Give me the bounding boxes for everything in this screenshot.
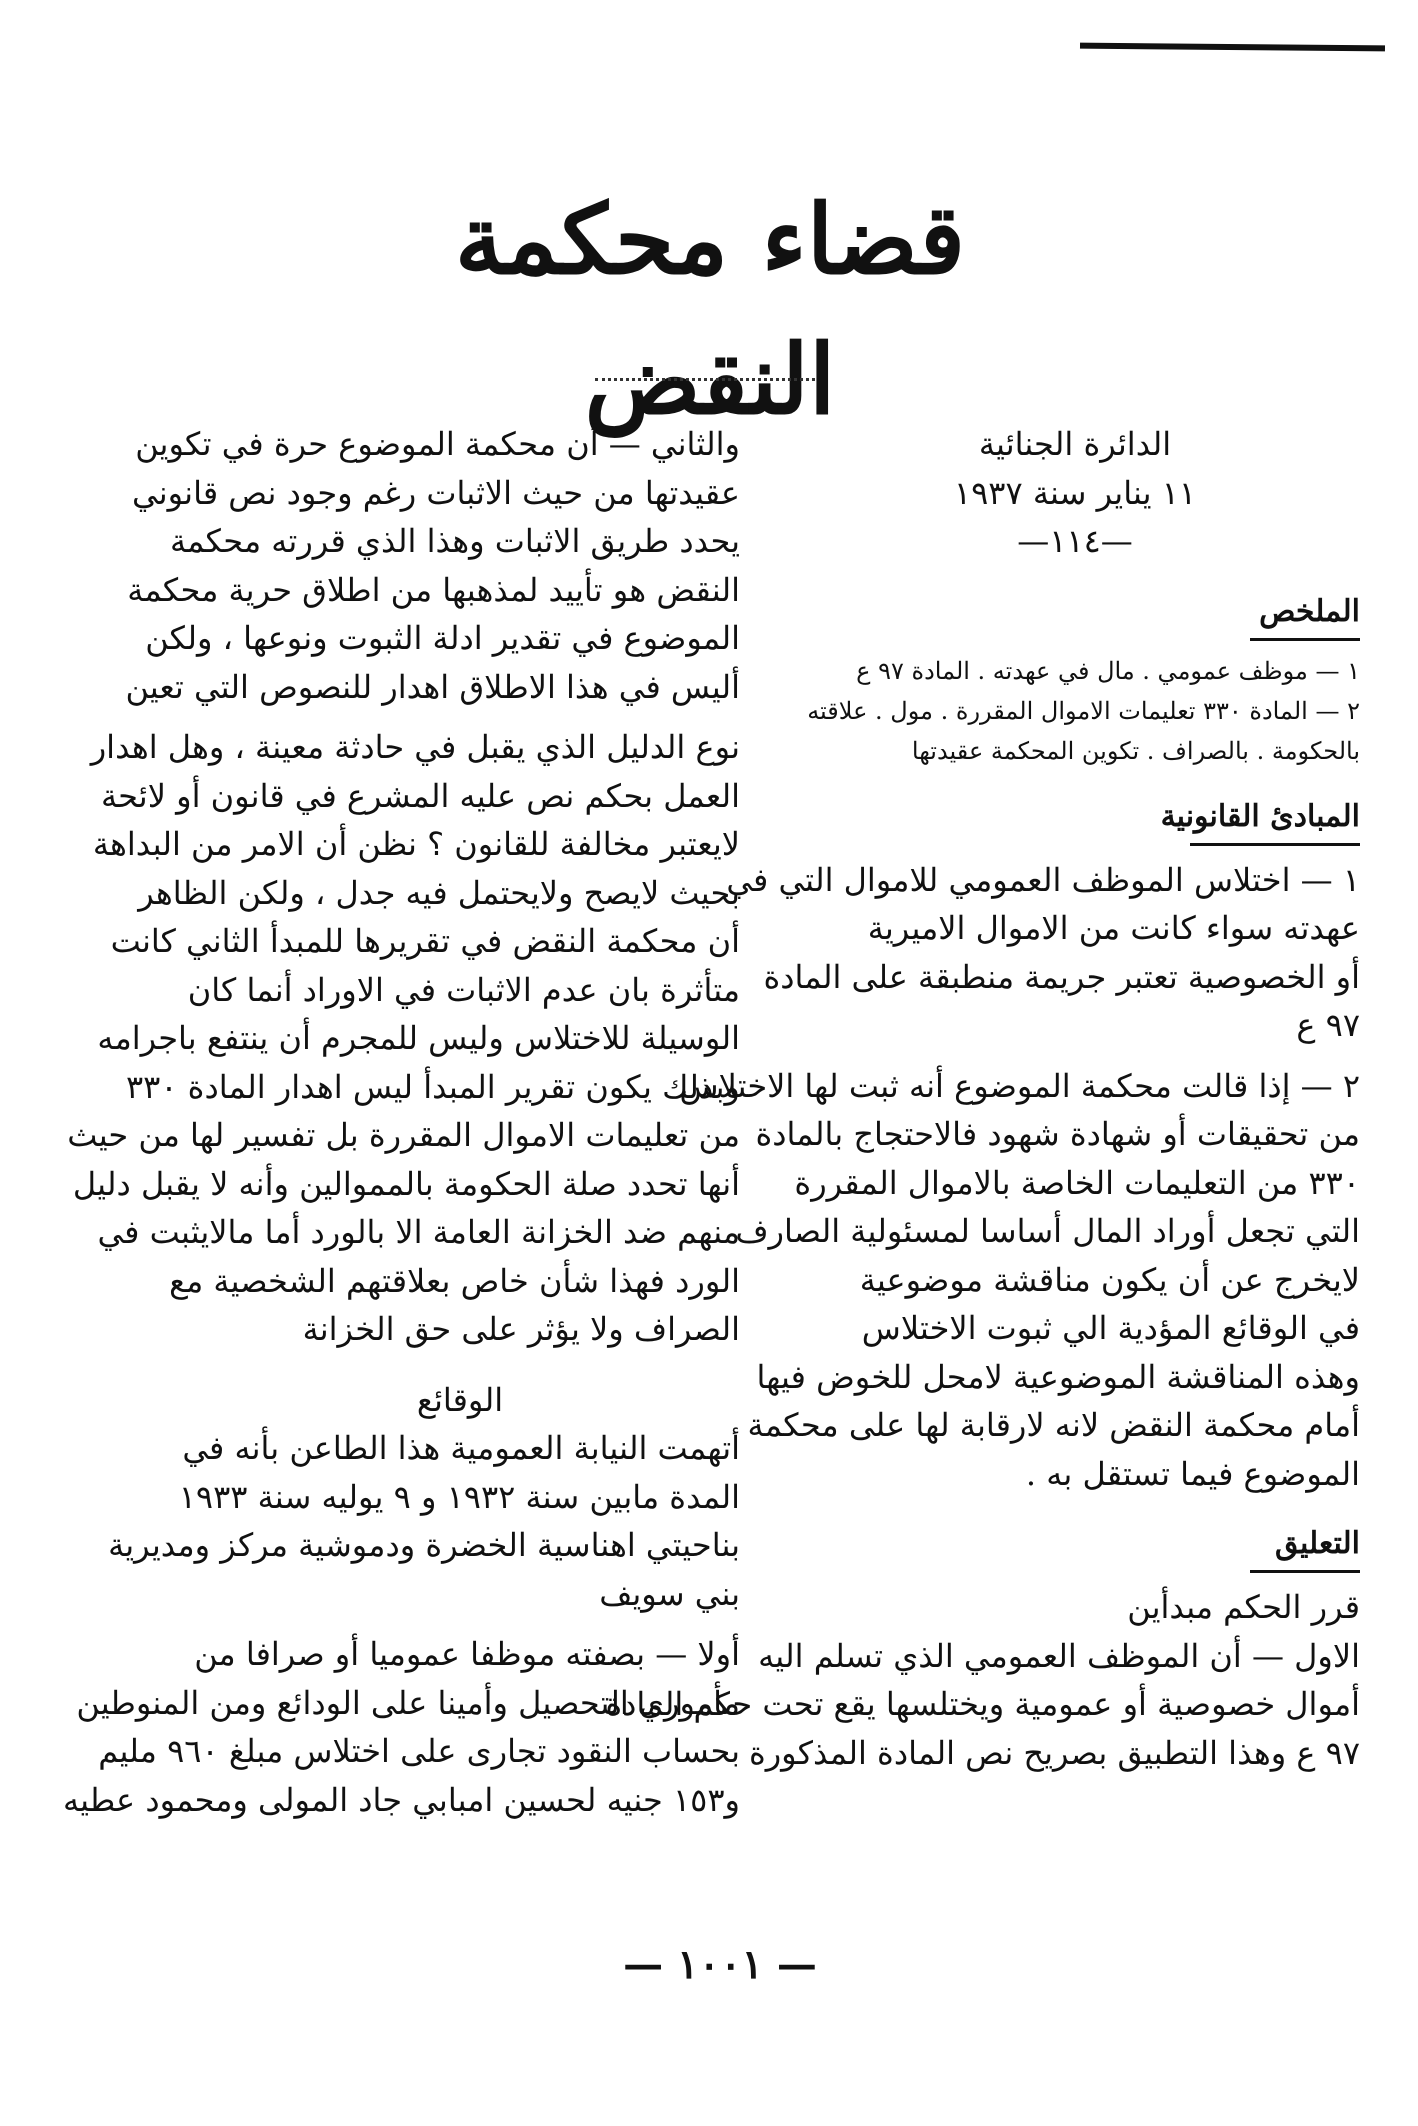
text-line: يحدد طريق الاثبات وهذا الذي قررته محكمة [169,522,740,560]
text-line: عقيدتها من حيث الاثبات رغم وجود نص قانوني [132,473,740,512]
top-rule [1080,43,1385,52]
case-header [790,420,1360,566]
text-line: وبذلك يكون تقرير المبدأ ليس اهدار المادة ٣٣٠ [125,1067,740,1106]
text-line: من تحقيقات أو شهادة شهود فالاحتجاج بالمادة [755,1115,1360,1153]
principles-heading-rule [1190,843,1360,846]
text-line: ٩٧ ع وهذا التطبيق بصريح نص المادة المذكورة [748,1733,1360,1772]
page-number: — ١٠٠١ — [623,1941,817,1988]
commentary-heading-rule [1250,1570,1360,1573]
text-line: ٩٧ ع [1296,1006,1360,1044]
text-line: في الوقائع المؤدية الي ثبوت الاختلاس [861,1309,1360,1347]
text-line: النقض هو تأييد لمذهبها من اطلاق حرية محكمة [127,570,740,609]
text-line: بحساب النقود تجارى على اختلاس مبلغ ٩٦٠ مليم [98,1732,740,1770]
text-line: أليس في هذا الاطلاق اهدار للنصوص التي تعين [125,667,740,706]
text-line: بناحيتي اهناسية الخضرة ودموشية مركز ومديرية [108,1526,740,1564]
text-line: متأثرة بان عدم الاثبات في الاوراد أنما كان [187,970,740,1009]
text-line: بني سويف [599,1574,740,1613]
second-principle-paragraph [125,420,740,711]
text-line: أو الخصوصية تعتبر جريمة منطبقة على المادة [763,957,1360,996]
masthead-title: قضاء محكمة النقض [454,183,966,436]
charge-paragraph [62,1630,740,1824]
text-line: أنها تحدد صلة الحكومة بالمموالين وأنه لا يقبل دليل [72,1164,740,1203]
left-column [62,420,740,1824]
summary-item: ٢ — المادة ٣٣٠ تعليمات الاموال المقررة . مول . علاقته [807,696,1360,725]
court-chamber: الدائرة الجنائية [978,425,1172,463]
text-line: الورد فهذا شأن خاص بعلاقتهم الشخصية مع [169,1261,740,1300]
text-line: لايعتبر مخالفة للقانون ؟ نظن أن الامر من البداهة [92,825,740,863]
commentary-heading: التعليق [1274,1526,1360,1561]
text-line: أن محكمة النقض في تقريرها للمبدأ الثاني كانت [110,922,740,960]
text-line: المدة مابين سنة ١٩٣٢ و ٩ يوليه سنة ١٩٣٣ [178,1477,740,1516]
summary-item: ١ — موظف عمومي . مال في عهدته . المادة ٩٧ ع [856,656,1360,685]
text-line: و١٥٣ جنيه لحسين امبابي جاد المولى ومحمود عطيه [62,1780,740,1819]
case-date: ١١ يناير سنة ١٩٣٧ [953,473,1197,512]
text-line: ١ — اختلاس الموظف العمومي للاموال التي في [726,860,1360,899]
text-line: ٢ — إذا قالت محكمة الموضوع أنه ثبت لها الاختلاس [679,1066,1360,1105]
text-line: أولا — بصفته موظفا عموميا أو صرافا من [194,1635,740,1673]
text-line: الموضوع فيما تستقل به . [1025,1454,1360,1493]
principles-heading: المبادئ القانونية [1160,798,1360,834]
text-line: ٣٣٠ من التعليمات الخاصة بالاموال المقررة [794,1163,1360,1202]
text-line: بحيث لايصح ولايحتمل فيه جدل ، ولكن الظاهر [138,873,740,912]
summary-heading: الملخص [1259,593,1360,629]
text-line: من تعليمات الاموال المقررة بل تفسير لها من حيث [67,1116,740,1154]
summary-item: بالحكومة . بالصراف . تكوين المحكمة عقيدتها [911,736,1360,765]
text-line: نوع الدليل الذي يقبل في حادثة معينة ، وهل اهدار [90,728,740,766]
text-line: منهم ضد الخزانة العامة الا بالورد أما مالايثبت في [97,1213,740,1251]
text-line: وهذه المناقشة الموضوعية لامحل للخوض فيها [756,1357,1360,1396]
text-line: الوسيلة للاختلاس وليس للمجرم أن ينتفع باجرامه [97,1019,740,1057]
masthead [400,170,1020,436]
text-line: الاول — أن الموظف العمومي الذي تسلم اليه [758,1636,1360,1675]
case-number: —١١٤— [1017,522,1133,560]
text-line: أموال خصوصية أو عمومية ويختلسها يقع تحت حكم المادة [605,1685,1360,1723]
text-line: والثاني — أن محكمة الموضوع حرة في تكوين [135,425,740,463]
text-line: عهدته سواء كانت من الاموال الاميرية [867,909,1360,947]
principle-1 [726,856,1360,1050]
facts-paragraph [108,1424,740,1618]
text-line: الموضوع في تقدير ادلة الثبوت ونوعها ، ولكن [145,619,740,657]
text-line: مأموري التحصيل وأمينا على الودائع ومن المنوطين [76,1683,740,1722]
text-line: قرر الحكم مبدأين [1127,1588,1360,1626]
text-line: الصراف ولا يؤثر على حق الخزانة [302,1310,740,1348]
text-line: لايخرج عن أن يكون مناقشة موضوعية [859,1260,1360,1299]
summary-heading-rule [1250,638,1360,641]
analysis-paragraph [67,723,740,1354]
text-line: التي تجعل أوراد المال أساسا لمسئولية الصارف [735,1212,1360,1250]
text-line: أتهمت النيابة العمومية هذا الطاعن بأنه في [182,1429,740,1467]
text-line: العمل بحكم نص عليه المشرع في قانون أو لائحة [100,776,740,815]
title-ornament [595,372,815,381]
facts-heading: الوقائع [416,1380,504,1419]
text-line: أمام محكمة النقض لانه لارقابة لها على محكمة [747,1406,1360,1444]
principle-2 [679,1062,1360,1499]
summary-list [790,651,1360,771]
